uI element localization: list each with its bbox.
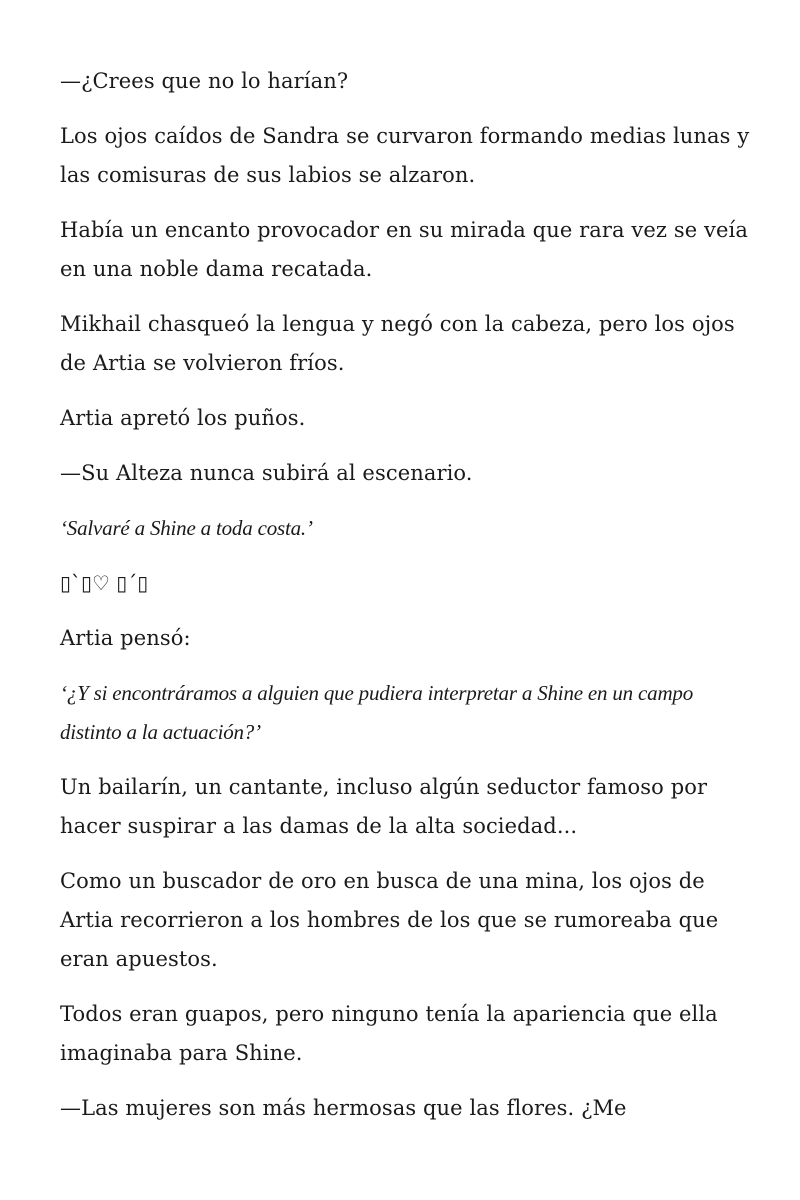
paragraph: Un bailarín, un cantante, incluso algún seductor famoso por hacer suspirar a las damas de la alta sociedad... [60, 775, 708, 838]
paragraph-ornament: ▯`▯♡ ▯´▯ [60, 571, 149, 595]
document-body [60, 62, 750, 1144]
paragraph: Había un encanto provocador en su mirada que rara vez se veía en una noble dama recatada. [60, 218, 748, 281]
paragraph: Todos eran guapos, pero ninguno tenía la apariencia que ella imaginaba para Shine. [60, 1002, 718, 1065]
paragraph: Como un buscador de oro en busca de una mina, los ojos de Artia recorrieron a los hombres de los que se rumoreaba que eran apuestos. [60, 869, 719, 971]
paragraph-dialogue: —Las mujeres son más hermosas que las flores. ¿Me [60, 1096, 627, 1120]
paragraph-thought: ‘¿Y si encontráramos a alguien que pudiera interpretar a Shine en un campo distinto a la actuación?’ [60, 681, 694, 744]
paragraph: Artia pensó: [60, 626, 191, 650]
paragraph: Los ojos caídos de Sandra se curvaron formando medias lunas y las comisuras de sus labios se alzaron. [60, 124, 750, 187]
paragraph: Artia apretó los puños. [60, 406, 306, 430]
paragraph-thought: ‘Salvaré a Shine a toda costa.’ [60, 516, 313, 540]
paragraph-dialogue: —Su Alteza nunca subirá al escenario. [60, 461, 473, 485]
paragraph: Mikhail chasqueó la lengua y negó con la cabeza, pero los ojos de Artia se volvieron fríos. [60, 312, 735, 375]
paragraph-dialogue: —¿Crees que no lo harían? [60, 69, 349, 93]
